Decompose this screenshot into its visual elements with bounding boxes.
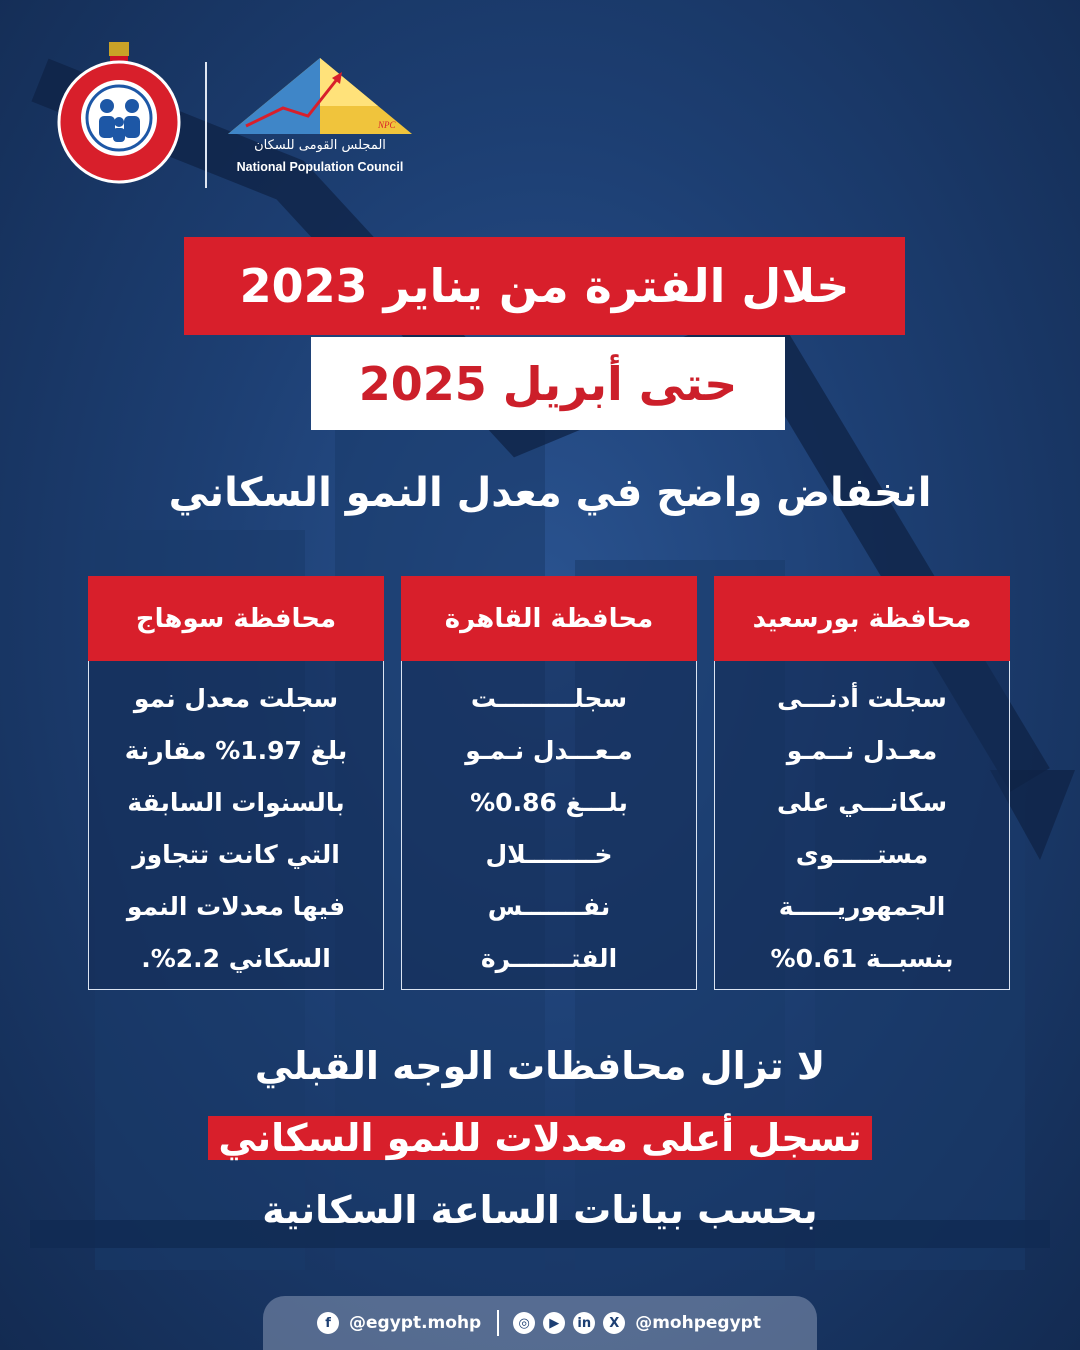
conclusion-highlight: تسجل أعلى معدلات للنمو السكاني: [208, 1116, 871, 1160]
card-line: نفـــــــس: [487, 892, 611, 921]
card-line: سجلت معدل نمو: [133, 684, 339, 713]
card-line: بلغ 1.97% مقارنة: [124, 736, 348, 765]
card-sohag: [88, 576, 384, 990]
card-line: السكاني 2.2%.: [141, 944, 331, 973]
card-line: الجمهوريـــــة: [778, 892, 946, 921]
card-line: سجلـــــــــت: [470, 684, 628, 713]
moh-logo: [52, 40, 186, 190]
footer-separator: [497, 1310, 499, 1336]
linkedin-icon[interactable]: in: [573, 1312, 595, 1334]
subtitle: انخفاض واضح في معدل النمو السكاني: [168, 470, 932, 516]
card-body: [725, 673, 999, 985]
conclusion-line-1: لا تزال محافظات الوجه القبلي: [254, 1044, 826, 1088]
card-line: التي كانت تتجاوز: [132, 840, 340, 869]
instagram-icon[interactable]: ◎: [513, 1312, 535, 1334]
npc-name-english: National Population Council: [236, 160, 404, 174]
x-icon[interactable]: X: [603, 1312, 625, 1334]
conclusion-line-2: [40, 1116, 1040, 1160]
conclusion-line-3: بحسب بيانات الساعة السكانية: [262, 1188, 818, 1232]
facebook-icon[interactable]: f: [317, 1312, 339, 1334]
card-body: [99, 673, 373, 985]
title-line-2: حتى أبريل 2025: [311, 337, 785, 430]
card-title: محافظة القاهرة: [401, 576, 697, 661]
youtube-icon[interactable]: ▶: [543, 1312, 565, 1334]
card-line: سكانـــي على: [776, 788, 948, 817]
card-line: مستـــــوى: [795, 840, 929, 869]
facebook-handle[interactable]: @egypt.mohp: [349, 1313, 482, 1333]
card-body: [412, 673, 686, 985]
card-line: بالسنوات السابقة: [127, 788, 345, 817]
card-title: محافظة بورسعيد: [714, 576, 1010, 661]
card-cairo: [401, 576, 697, 990]
header-divider: [205, 62, 207, 188]
card-line: سجلت أدنـــى: [777, 684, 947, 713]
card-line: مـعـــدل نـمـو: [465, 736, 633, 765]
card-title: محافظة سوهاج: [88, 576, 384, 661]
social-handle[interactable]: @mohpegypt: [635, 1313, 761, 1333]
card-line: معـدل نــمـو: [786, 736, 938, 765]
card-port-said: [714, 576, 1010, 990]
npc-name-arabic: المجلس القومى للسكان: [254, 138, 386, 153]
social-footer: [263, 1296, 817, 1350]
card-line: خــــــــلال: [485, 840, 613, 869]
svg-text:NPC: NPC: [378, 120, 396, 130]
card-line: بلـــغ 0.86%: [470, 788, 628, 817]
card-line: فيها معدلات النمو: [126, 892, 346, 921]
title-line-1: خلال الفترة من يناير 2023: [184, 237, 905, 335]
card-line: بنسبــة 0.61%: [770, 944, 954, 973]
card-line: الفتـــــــرة: [480, 944, 618, 973]
npc-logo: [228, 56, 412, 138]
